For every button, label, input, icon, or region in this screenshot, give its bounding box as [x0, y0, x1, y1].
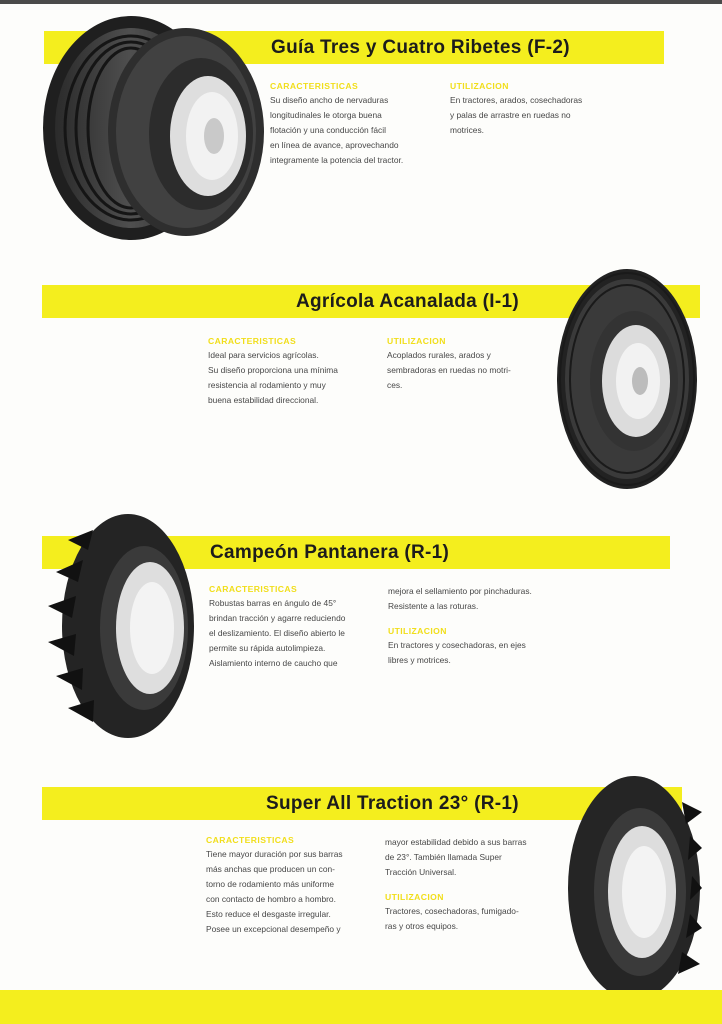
top-rule — [0, 0, 722, 4]
usage-heading-1: UTILIZACION — [450, 81, 509, 91]
usage-block-3 — [388, 584, 532, 668]
features-heading-2: CARACTERISTICAS — [208, 336, 297, 346]
rib-tire-image — [36, 12, 272, 244]
features-heading-1: CARACTERISTICAS — [270, 81, 359, 91]
text-line: Tiene mayor duración por sus barras — [206, 849, 343, 859]
text-line: más anchas que producen un con- — [206, 864, 335, 874]
usage-heading-4: UTILIZACION — [385, 892, 444, 902]
text-line: libres y motrices. — [388, 655, 451, 665]
features-block-4 — [206, 835, 343, 937]
features-heading-3: CARACTERISTICAS — [209, 584, 298, 594]
text-line: mejora el sellamiento por pinchaduras. — [388, 586, 532, 596]
super-traction-tire-image — [562, 772, 702, 1004]
text-line: En tractores, arados, cosechadoras — [450, 95, 583, 105]
text-line: de 23°. También llamada Super — [385, 852, 502, 862]
text-line: el deslizamiento. El diseño abierto le — [209, 628, 345, 638]
usage-block-1 — [450, 81, 582, 138]
text-line: sembradoras en ruedas no motri- — [387, 365, 511, 375]
features-heading-4: CARACTERISTICAS — [206, 835, 295, 845]
text-line: Tracción Universal. — [385, 867, 457, 877]
text-line: Tractores, cosechadoras, fumigado- — [385, 906, 519, 916]
usage-heading-2: UTILIZACION — [387, 336, 446, 346]
section-title-4: Super All Traction 23° (R-1) — [266, 793, 519, 814]
section-title-1: Guía Tres y Cuatro Ribetes (F-2) — [271, 37, 570, 58]
section-title-3: Campeón Pantanera (R-1) — [210, 542, 450, 563]
text-line: Resistente a las roturas. — [388, 601, 479, 611]
text-line: Esto reduce el desgaste irregular. — [206, 909, 331, 919]
text-line: en línea de avance, aprovechando — [270, 140, 399, 150]
usage-block-2 — [387, 336, 511, 393]
features-block-1 — [270, 81, 403, 168]
usage-block-4 — [385, 835, 527, 934]
text-line: torno de rodamiento más uniforme — [206, 879, 335, 889]
bottom-band — [0, 990, 722, 1024]
text-line: brindan tracción y agarre reduciendo — [209, 613, 346, 623]
text-line: Su diseño ancho de nervaduras — [270, 95, 389, 105]
section-title-2: Agrícola Acanalada (I-1) — [296, 291, 519, 312]
text-line: Ideal para servicios agrícolas. — [208, 350, 319, 360]
lug-tire-image — [38, 510, 196, 742]
text-line: integramente la potencia del tractor. — [270, 155, 404, 165]
text-line: resistencia al rodamiento y muy — [208, 380, 326, 390]
text-line: longitudinales le otorga buena — [270, 110, 382, 120]
text-line: Su diseño proporciona una mínima — [208, 365, 338, 375]
text-line: flotación y una conducción fácil — [270, 125, 386, 135]
text-line: Posee un excepcional desempeño y — [206, 924, 341, 934]
text-line: mayor estabilidad debido a sus barras — [385, 837, 527, 847]
text-line: Aislamiento interno de caucho que — [209, 658, 338, 668]
grooved-tire-image — [554, 266, 700, 492]
text-line: buena estabilidad direccional. — [208, 395, 319, 405]
features-block-3 — [209, 584, 345, 671]
usage-heading-3: UTILIZACION — [388, 626, 447, 636]
text-line: permite su rápida autolimpieza. — [209, 643, 326, 653]
text-line: motrices. — [450, 125, 484, 135]
text-line: ces. — [387, 380, 403, 390]
text-line: Robustas barras en ángulo de 45° — [209, 598, 337, 608]
text-line: con contacto de hombro a hombro. — [206, 894, 336, 904]
text-line: Acoplados rurales, arados y — [387, 350, 491, 360]
features-block-2 — [208, 336, 338, 408]
text-line: ras y otros equipos. — [385, 921, 459, 931]
text-line: y palas de arrastre en ruedas no — [450, 110, 571, 120]
text-line: En tractores y cosechadoras, en ejes — [388, 640, 526, 650]
